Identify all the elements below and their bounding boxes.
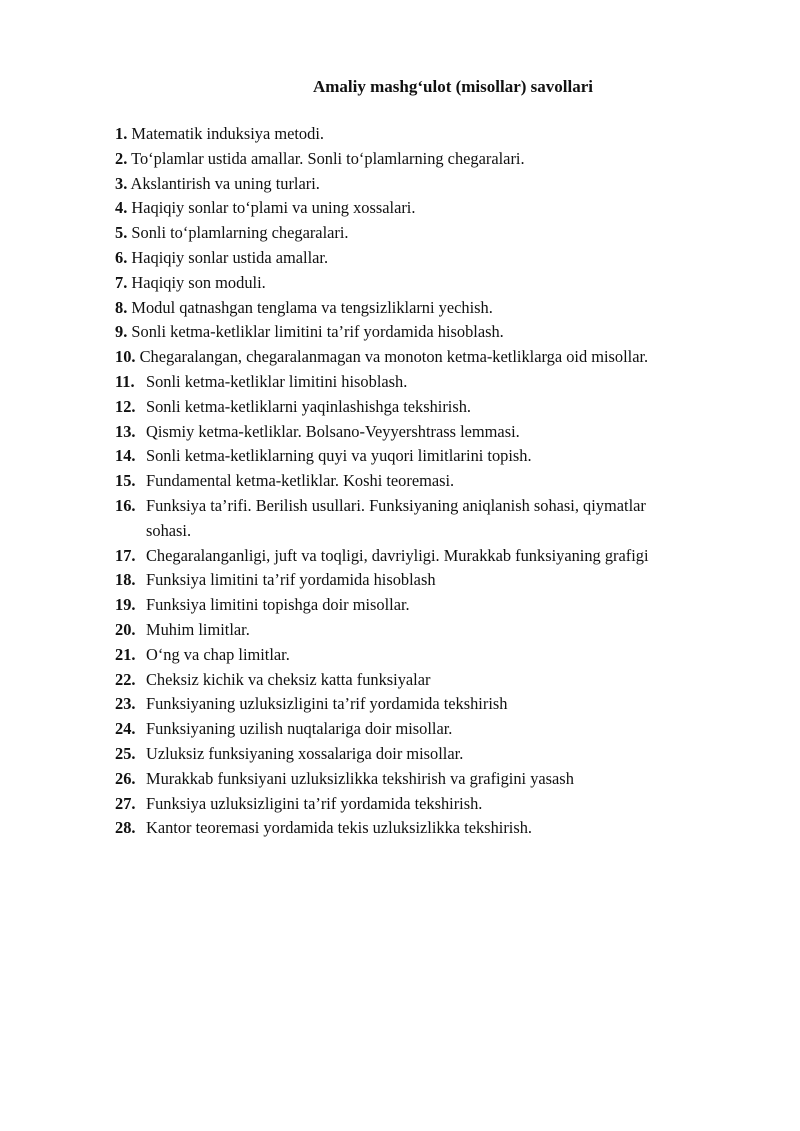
item-text: Cheksiz kichik va cheksiz katta funksiyalar — [146, 669, 431, 689]
list-item — [115, 742, 755, 767]
item-text: Funksiya uzluksizligini ta’rif yordamida tekshirish. — [146, 793, 483, 813]
item-number: 12. — [115, 396, 136, 416]
item-text: Matematik induksiya metodi. — [131, 124, 324, 143]
item-text: Chegaralanganligi, juft va toqligi, davriyligi. Murakkab funksiyaning grafigi — [146, 545, 649, 565]
question-list — [115, 122, 755, 841]
item-number: 21. — [115, 644, 136, 664]
list-item — [115, 444, 755, 469]
item-text: Chegaralangan, chegaralanmagan va monoton ketma-ketliklarga oid misollar. — [139, 347, 649, 367]
item-number: 13. — [115, 421, 136, 441]
item-text: Funksiyaning uzilish nuqtalariga doir misollar. — [146, 719, 453, 739]
item-number: 22. — [115, 669, 136, 689]
list-item — [115, 816, 755, 841]
item-text: Akslantirish va uning turlari. — [130, 173, 320, 193]
item-number: 10. — [115, 347, 136, 367]
item-number: 18. — [115, 570, 136, 590]
item-text: Qismiy ketma-ketliklar. Bolsano-Veyyershtrass lemmasi. — [146, 421, 520, 441]
item-text: O‘ng va chap limitlar. — [146, 644, 290, 664]
item-number: 5. — [115, 223, 128, 243]
item-number: 28. — [115, 818, 136, 838]
item-text: Funksiya limitini ta’rif yordamida hisoblash — [146, 570, 436, 590]
list-item — [115, 420, 755, 445]
item-text: Funksiyaning uzluksizligini ta’rif yordamida tekshirish — [146, 694, 508, 714]
page-title: Amaliy mashg‘ulot (misollar) savollari — [312, 77, 593, 96]
item-number: 19. — [115, 595, 136, 615]
item-text: Haqiqiy sonlar to‘plami va uning xossalari. — [131, 198, 416, 218]
list-item — [115, 767, 755, 792]
list-item — [115, 469, 755, 494]
item-text: Sonli ketma-ketliklar limitini hisoblash. — [146, 371, 408, 391]
list-item — [115, 618, 755, 643]
list-item — [115, 717, 755, 742]
list-item — [115, 221, 755, 246]
item-number: 1. — [115, 124, 128, 143]
list-item — [115, 668, 755, 693]
item-number: 11. — [115, 371, 135, 391]
list-item — [115, 345, 755, 370]
item-text: Sonli ketma-ketliklarning quyi va yuqori limitlarini topish. — [146, 446, 532, 466]
list-item — [115, 494, 755, 544]
item-number: 3. — [115, 173, 128, 193]
list-item — [115, 568, 755, 593]
item-number: 8. — [115, 297, 128, 317]
item-text: Sonli to‘plamlarning chegaralari. — [131, 223, 349, 243]
list-item — [115, 593, 755, 618]
item-text: Kantor teoremasi yordamida tekis uzluksizlikka tekshirish. — [146, 818, 532, 838]
item-text: Sonli ketma-ketliklarni yaqinlashishga tekshirish. — [146, 396, 472, 416]
list-item — [115, 692, 755, 717]
item-number: 4. — [115, 198, 128, 218]
item-text: Funksiya limitini topishga doir misollar. — [146, 595, 410, 615]
item-number: 24. — [115, 719, 136, 739]
list-item — [115, 172, 755, 197]
item-number: 9. — [115, 322, 128, 342]
item-text-continuation: sohasi. — [146, 520, 192, 540]
item-number: 27. — [115, 793, 136, 813]
item-text: Modul qatnashgan tenglama va tengsizliklarni yechish. — [131, 297, 493, 317]
item-text: Funksiya ta’rifi. Berilish usullari. Funksiyaning aniqlanish sohasi, qiymatlar — [146, 495, 646, 515]
list-item — [115, 196, 755, 221]
item-number: 26. — [115, 768, 136, 788]
item-number: 16. — [115, 495, 136, 515]
item-number: 2. — [115, 148, 128, 168]
list-item — [115, 147, 755, 172]
item-number: 14. — [115, 446, 136, 466]
item-number: 25. — [115, 743, 136, 763]
list-item — [115, 544, 755, 569]
item-text: Sonli ketma-ketliklar limitini ta’rif yordamida hisoblash. — [131, 322, 504, 342]
item-number: 6. — [115, 247, 128, 267]
item-text: Fundamental ketma-ketliklar. Koshi teoremasi. — [146, 471, 455, 491]
list-item — [115, 320, 755, 345]
item-number: 17. — [115, 545, 136, 565]
list-item — [115, 792, 755, 817]
list-item — [115, 643, 755, 668]
list-item — [115, 370, 755, 395]
item-text: To‘plamlar ustida amallar. Sonli to‘plamlarning chegaralari. — [131, 148, 525, 168]
list-item — [115, 296, 755, 321]
item-number: 20. — [115, 619, 136, 639]
list-item — [115, 246, 755, 271]
item-number: 15. — [115, 471, 136, 491]
list-item — [115, 122, 755, 147]
list-item — [115, 395, 755, 420]
item-number: 7. — [115, 272, 128, 292]
item-text: Haqiqiy sonlar ustida amallar. — [131, 247, 329, 267]
list-item — [115, 271, 755, 296]
item-text: Murakkab funksiyani uzluksizlikka tekshirish va grafigini yasash — [146, 768, 574, 788]
item-text: Muhim limitlar. — [146, 619, 250, 639]
item-number: 23. — [115, 694, 136, 714]
item-text: Uzluksiz funksiyaning xossalariga doir misollar. — [146, 743, 464, 763]
item-text: Haqiqiy son moduli. — [131, 272, 266, 292]
